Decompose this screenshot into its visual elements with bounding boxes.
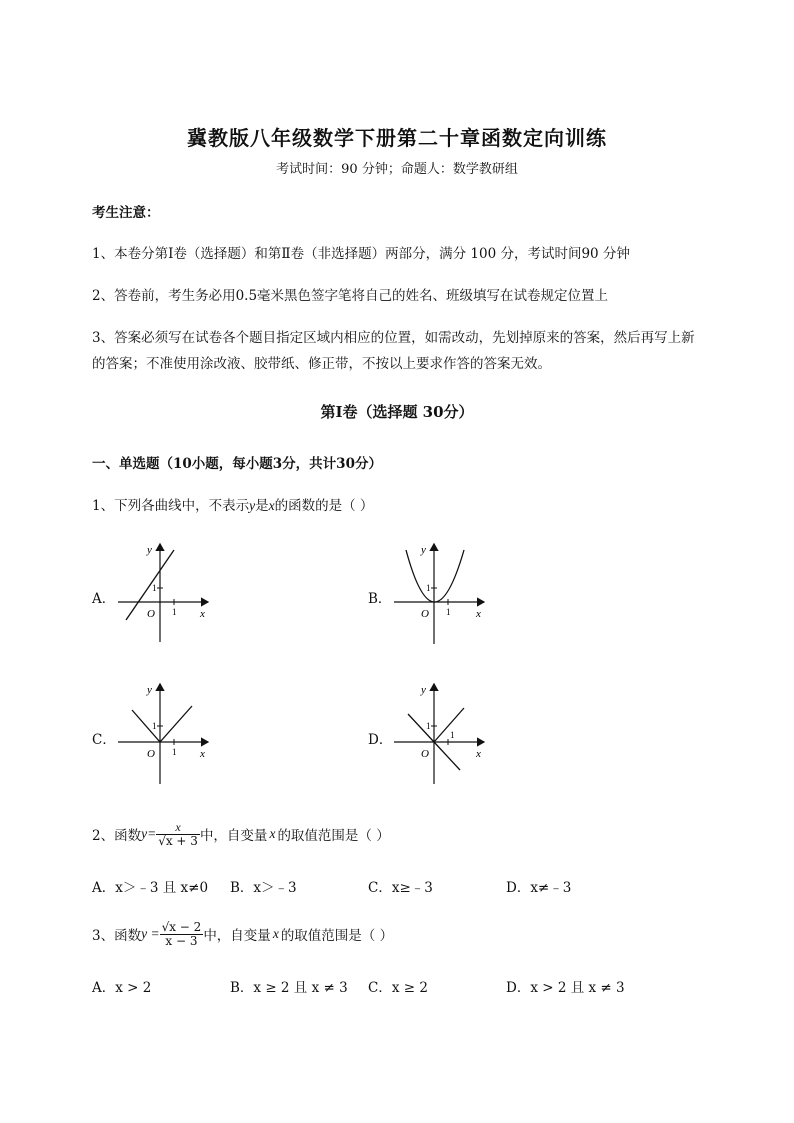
q3-suffix: 中，自变量 — [203, 928, 271, 944]
notice-item-3-line-1: 3、答案必须写在试卷各个题目指定区域内相应的位置，如需改动，先划掉原来的答案，然后再写上新 — [92, 330, 695, 346]
section-1-title: 第Ⅰ卷（选择题 30分） — [320, 403, 474, 421]
q2-fraction — [156, 821, 200, 848]
q3-prefix: 3、函数 — [92, 928, 142, 944]
q1-var-y: y — [249, 498, 256, 513]
q1-option-d-label[interactable]: D． — [368, 732, 393, 748]
y-tick-1-label: 1 — [152, 583, 157, 593]
q1-suffix: 的函数的是（ ） — [274, 498, 374, 514]
y-tick-1-label: 1 — [152, 721, 157, 731]
origin-label: O — [421, 748, 429, 760]
question-1-stem — [92, 494, 373, 514]
q3-suffix2: 的取值范围是（ ） — [280, 928, 394, 944]
q3-denominator: x − 3 — [165, 933, 198, 948]
q2-prefix: 2、函数 — [92, 828, 142, 844]
q1-graph-d[interactable] — [388, 678, 498, 788]
x-tick-1-label: 1 — [172, 747, 177, 757]
part-1-title: 一、单选题（10小题，每小题3分，共计30分） — [92, 456, 382, 472]
q1-option-c-label[interactable]: C． — [92, 732, 116, 748]
x-axis-label: x — [200, 608, 205, 620]
x-axis-label: x — [476, 748, 481, 760]
notice-item-3-line-2: 的答案；不准使用涂改液、胶带纸、修正带，不按以上要求作答的答案无效。 — [92, 356, 551, 372]
q3-option-d[interactable]: D．x > 2 且 x ≠ 3 — [506, 980, 625, 996]
x-tick-1-label: 1 — [450, 730, 455, 740]
q3-option-c[interactable]: C．x ≥ 2 — [368, 980, 428, 996]
parabola-curve — [406, 550, 464, 602]
notice-heading: 考生注意： — [92, 205, 160, 221]
q3-option-a[interactable]: A．x > 2 — [92, 980, 152, 996]
v-curve — [132, 706, 192, 742]
question-3-stem — [92, 916, 393, 952]
q2-numerator: x — [156, 821, 200, 835]
y-axis-label: y — [147, 544, 152, 556]
q1-option-a-label[interactable]: A． — [92, 591, 116, 607]
q2-option-c[interactable]: C．x≥﹣3 — [368, 880, 433, 896]
origin-label: O — [147, 748, 155, 760]
q1-graph-b[interactable] — [388, 538, 498, 648]
x-tick-1-label: 1 — [446, 607, 451, 617]
y-tick-1-label: 1 — [426, 721, 431, 731]
notice-item-2: 2、答卷前，考生务必用0.5毫米黑色签字笔将自己的姓名、班级填写在试卷规定位置上 — [92, 288, 609, 304]
q1-mid: 是 — [255, 498, 269, 514]
q3-numerator: √x − 2 — [161, 919, 202, 934]
q1-prefix: 1、下列各曲线中，不表示 — [92, 498, 250, 514]
x-axis-label: x — [476, 608, 481, 620]
q2-option-d[interactable]: D．x≠﹣3 — [506, 880, 572, 896]
q3-var: x — [272, 926, 279, 941]
q2-denominator: √x + 3 — [158, 833, 198, 848]
q1-graph-c[interactable] — [112, 678, 222, 788]
q1-var-x: x — [268, 498, 275, 513]
q1-option-b-label[interactable]: B． — [368, 591, 392, 607]
q3-fraction — [160, 921, 204, 948]
x-axis-label: x — [200, 748, 205, 760]
upper-ray — [434, 708, 464, 742]
q3-option-b[interactable]: B．x ≥ 2 且 x ≠ 3 — [230, 980, 348, 996]
x-tick-1-label: 1 — [172, 607, 177, 617]
origin-label: O — [421, 608, 429, 620]
q2-suffix: 中，自变量 — [199, 828, 268, 844]
y-tick-1-label: 1 — [426, 583, 431, 593]
q2-suffix2: 的取值范围是（ ） — [277, 828, 390, 844]
q2-option-a[interactable]: A．x＞﹣3 且 x≠0 — [92, 880, 209, 896]
q3-y-eq: y = — [141, 926, 160, 941]
lower-ray — [434, 742, 460, 770]
q1-graph-a[interactable] — [112, 538, 222, 648]
q2-option-b[interactable]: B．x＞﹣3 — [230, 880, 297, 896]
origin-label: O — [147, 608, 155, 620]
y-axis-label: y — [421, 684, 426, 696]
y-axis-label: y — [421, 544, 426, 556]
q2-y-eq: y= — [141, 826, 157, 841]
notice-item-1: 1、本卷分第Ⅰ卷（选择题）和第Ⅱ卷（非选择题）两部分，满分 100 分，考试时间90 分钟 — [92, 246, 630, 262]
exam-subtitle: 考试时间：90 分钟；命题人：数学教研组 — [276, 162, 518, 177]
y-axis-label: y — [147, 684, 152, 696]
q2-var: x — [269, 826, 276, 841]
question-2-stem — [92, 816, 390, 852]
exam-title: 冀教版八年级数学下册第二十章函数定向训练 — [187, 126, 607, 150]
